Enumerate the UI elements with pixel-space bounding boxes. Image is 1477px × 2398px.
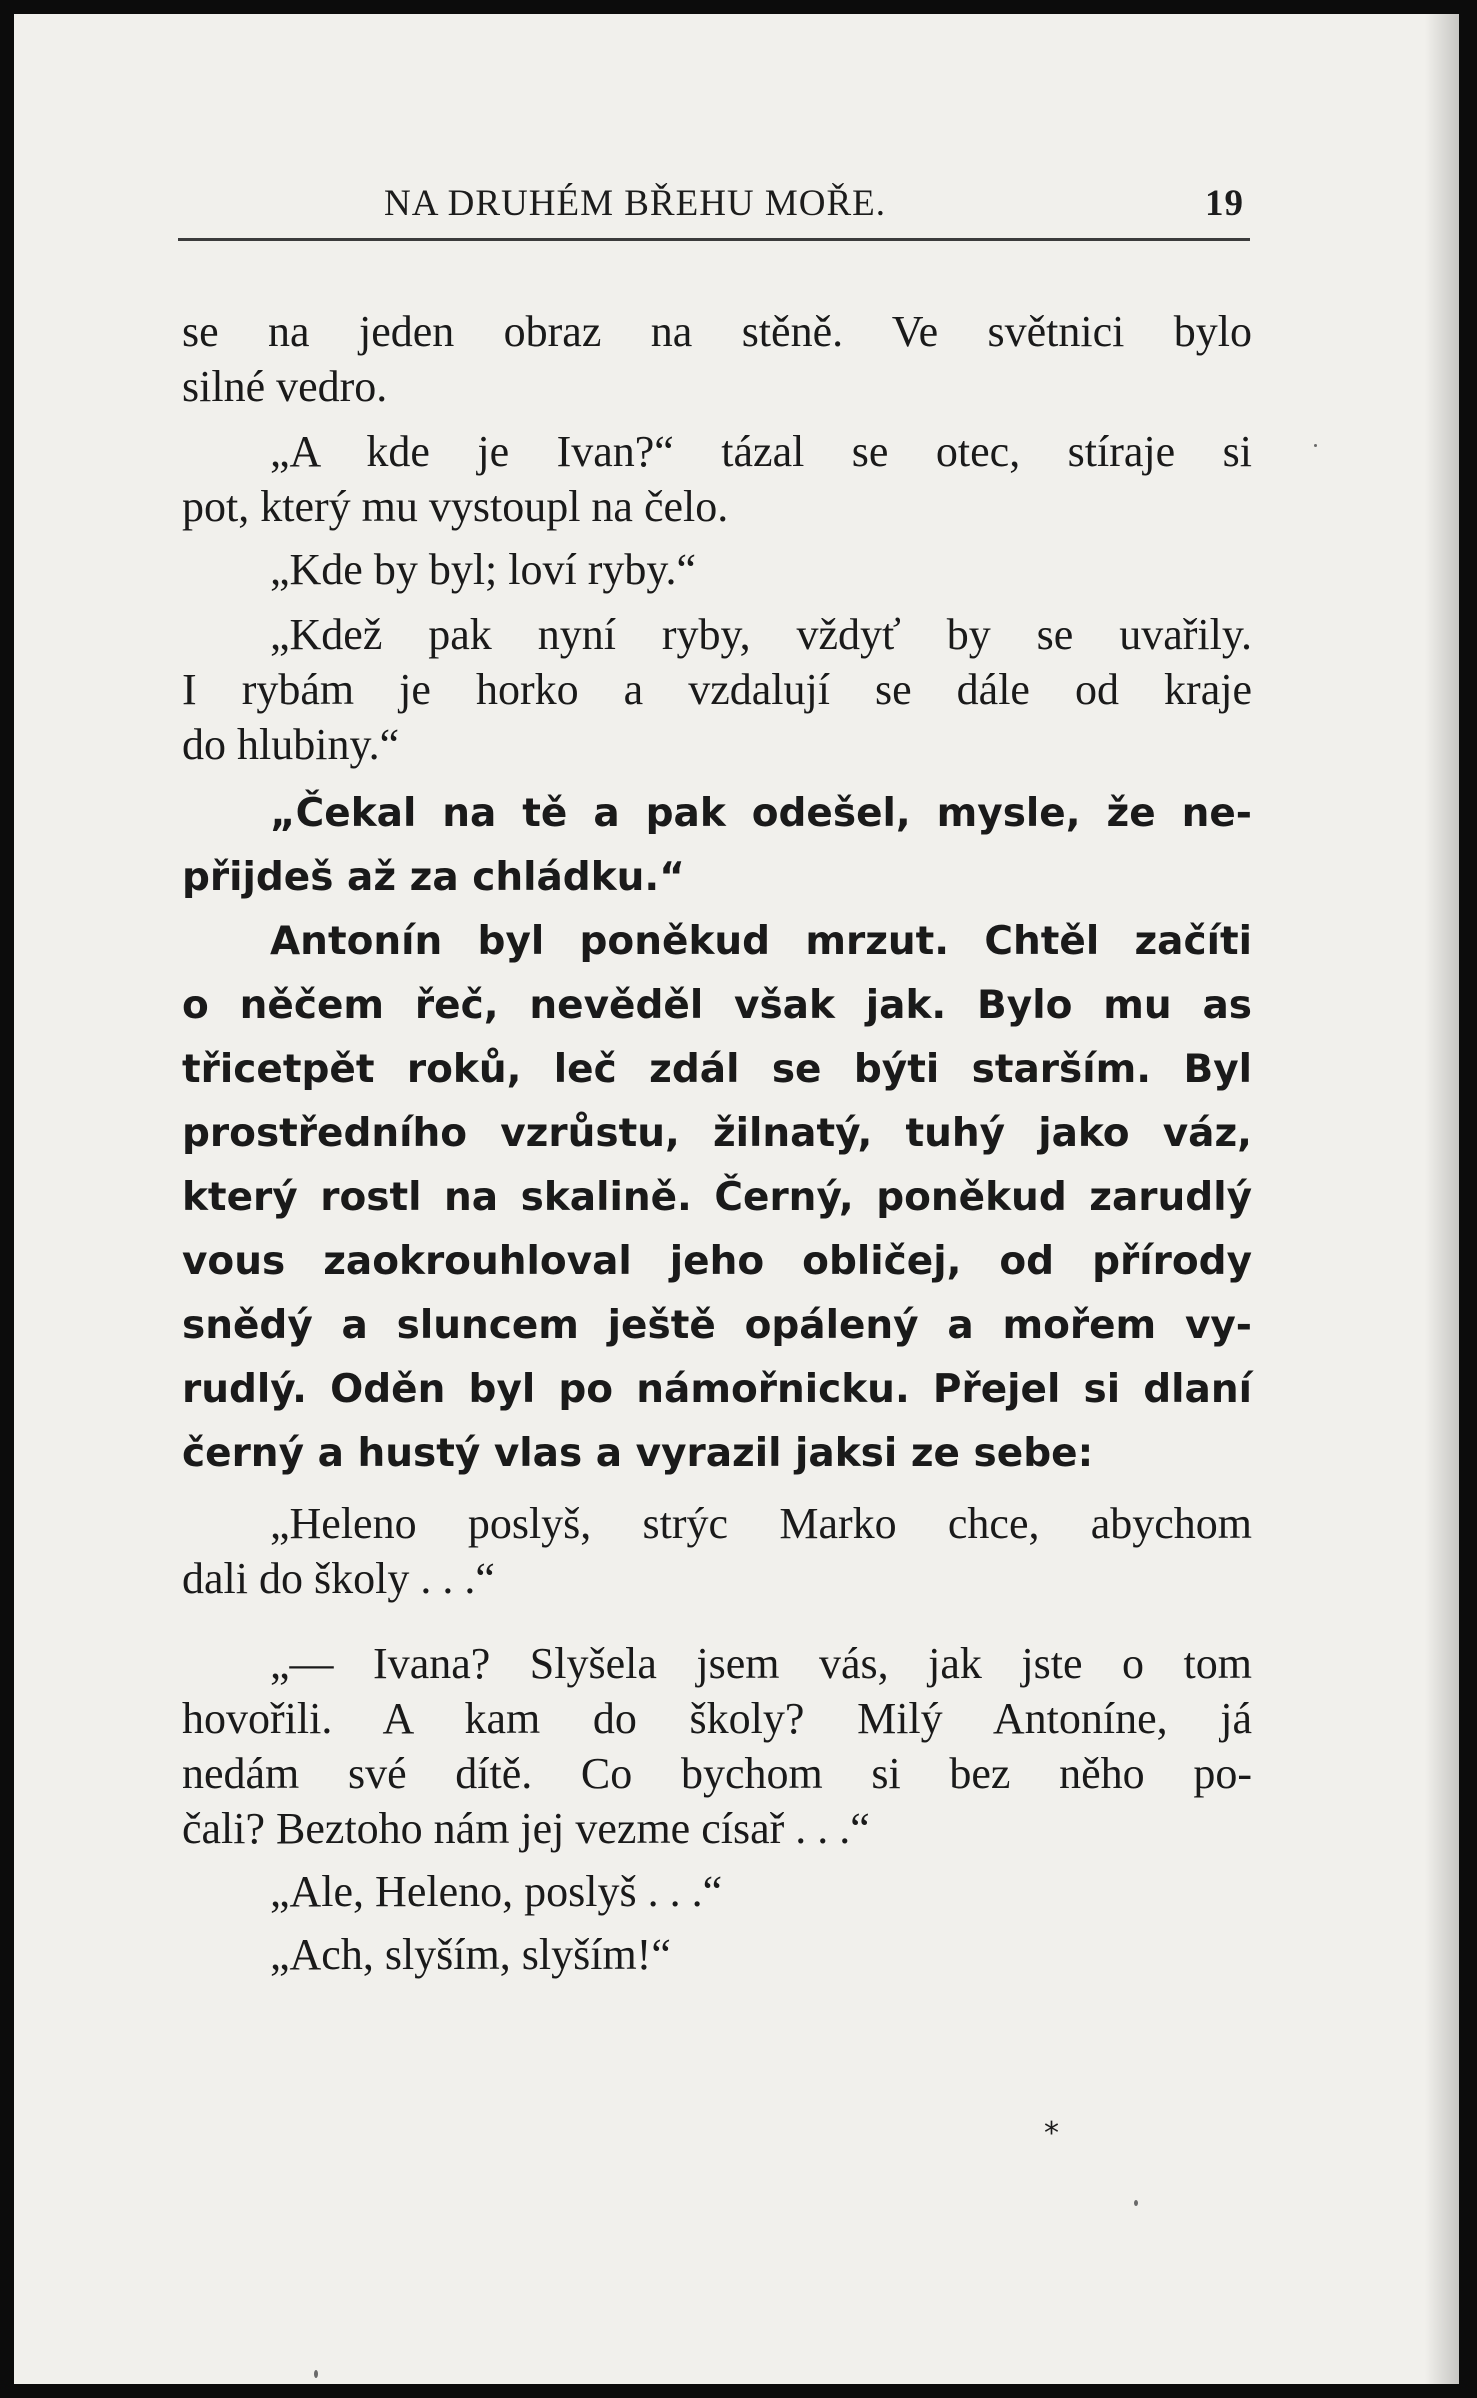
text-line: „Heleno poslyš, strýc Marko chce, abychom bbox=[270, 1499, 1252, 1548]
text-line: pot, který mu vystoupl na čelo. bbox=[182, 482, 729, 531]
text-line: „Kdež pak nyní ryby, vždyť by se uvařily. bbox=[270, 610, 1252, 659]
text-line: hovořili. A kam do školy? Milý Antoníne, já bbox=[182, 1694, 1252, 1743]
book-page bbox=[14, 14, 1459, 2384]
page-edge-shadow bbox=[1425, 14, 1459, 2384]
text-line: „A kde je Ivan?“ tázal se otec, stíraje si bbox=[270, 427, 1252, 476]
text-line: přijdeš až za chládku.“ bbox=[182, 855, 685, 900]
text-line: který rostl na skalině. Černý, poněkud zarudlý bbox=[182, 1175, 1252, 1220]
text-line: vous zaokrouhloval jeho obličej, od přírody bbox=[182, 1239, 1252, 1284]
text-line: dali do školy . . .“ bbox=[182, 1554, 495, 1603]
body-text bbox=[182, 304, 1252, 1982]
text-line: snědý a sluncem ještě opálený a mořem vy- bbox=[182, 1303, 1252, 1348]
paper-speck bbox=[1134, 2200, 1138, 2206]
text-line: se na jeden obraz na stěně. Ve světnici bylo bbox=[182, 307, 1252, 356]
text-line: Antonín byl poněkud mrzut. Chtěl začíti bbox=[270, 919, 1252, 964]
page-number: 19 bbox=[1205, 183, 1244, 224]
header-rule bbox=[178, 238, 1250, 241]
text-line: rudlý. Oděn byl po námořnicku. Přejel si dlaní bbox=[182, 1367, 1252, 1412]
running-title: NA DRUHÉM BŘEHU MOŘE. bbox=[384, 183, 887, 224]
text-line: čali? Beztoho nám jej vezme císař . . .“ bbox=[182, 1804, 870, 1853]
section-ornament: * bbox=[1044, 2116, 1059, 2151]
text-line: nedám své dítě. Co bychom si bez něho po- bbox=[182, 1749, 1252, 1798]
text-line: do hlubiny.“ bbox=[182, 720, 400, 769]
text-line: „Kde by byl; loví ryby.“ bbox=[270, 545, 697, 594]
running-head bbox=[182, 172, 1244, 232]
text-line: „Čekal na tě a pak odešel, mysle, že ne- bbox=[270, 791, 1252, 836]
text-line: „Ach, slyším, slyším!“ bbox=[270, 1930, 671, 1979]
text-line: „Ale, Heleno, poslyš . . .“ bbox=[270, 1867, 723, 1916]
text-line: silné vedro. bbox=[182, 362, 388, 411]
text-line: o něčem řeč, nevěděl však jak. Bylo mu as bbox=[182, 983, 1252, 1028]
paper-speck bbox=[1314, 444, 1317, 447]
text-line: I rybám je horko a vzdalují se dále od kraje bbox=[182, 665, 1252, 714]
text-line: třicetpět roků, leč zdál se býti starším. Byl bbox=[182, 1047, 1252, 1092]
text-line: černý a hustý vlas a vyrazil jaksi ze sebe: bbox=[182, 1431, 1094, 1476]
text-line: „— Ivana? Slyšela jsem vás, jak jste o tom bbox=[270, 1639, 1252, 1688]
text-line: prostředního vzrůstu, žilnatý, tuhý jako váz, bbox=[182, 1111, 1252, 1156]
paper-speck bbox=[314, 2370, 318, 2378]
